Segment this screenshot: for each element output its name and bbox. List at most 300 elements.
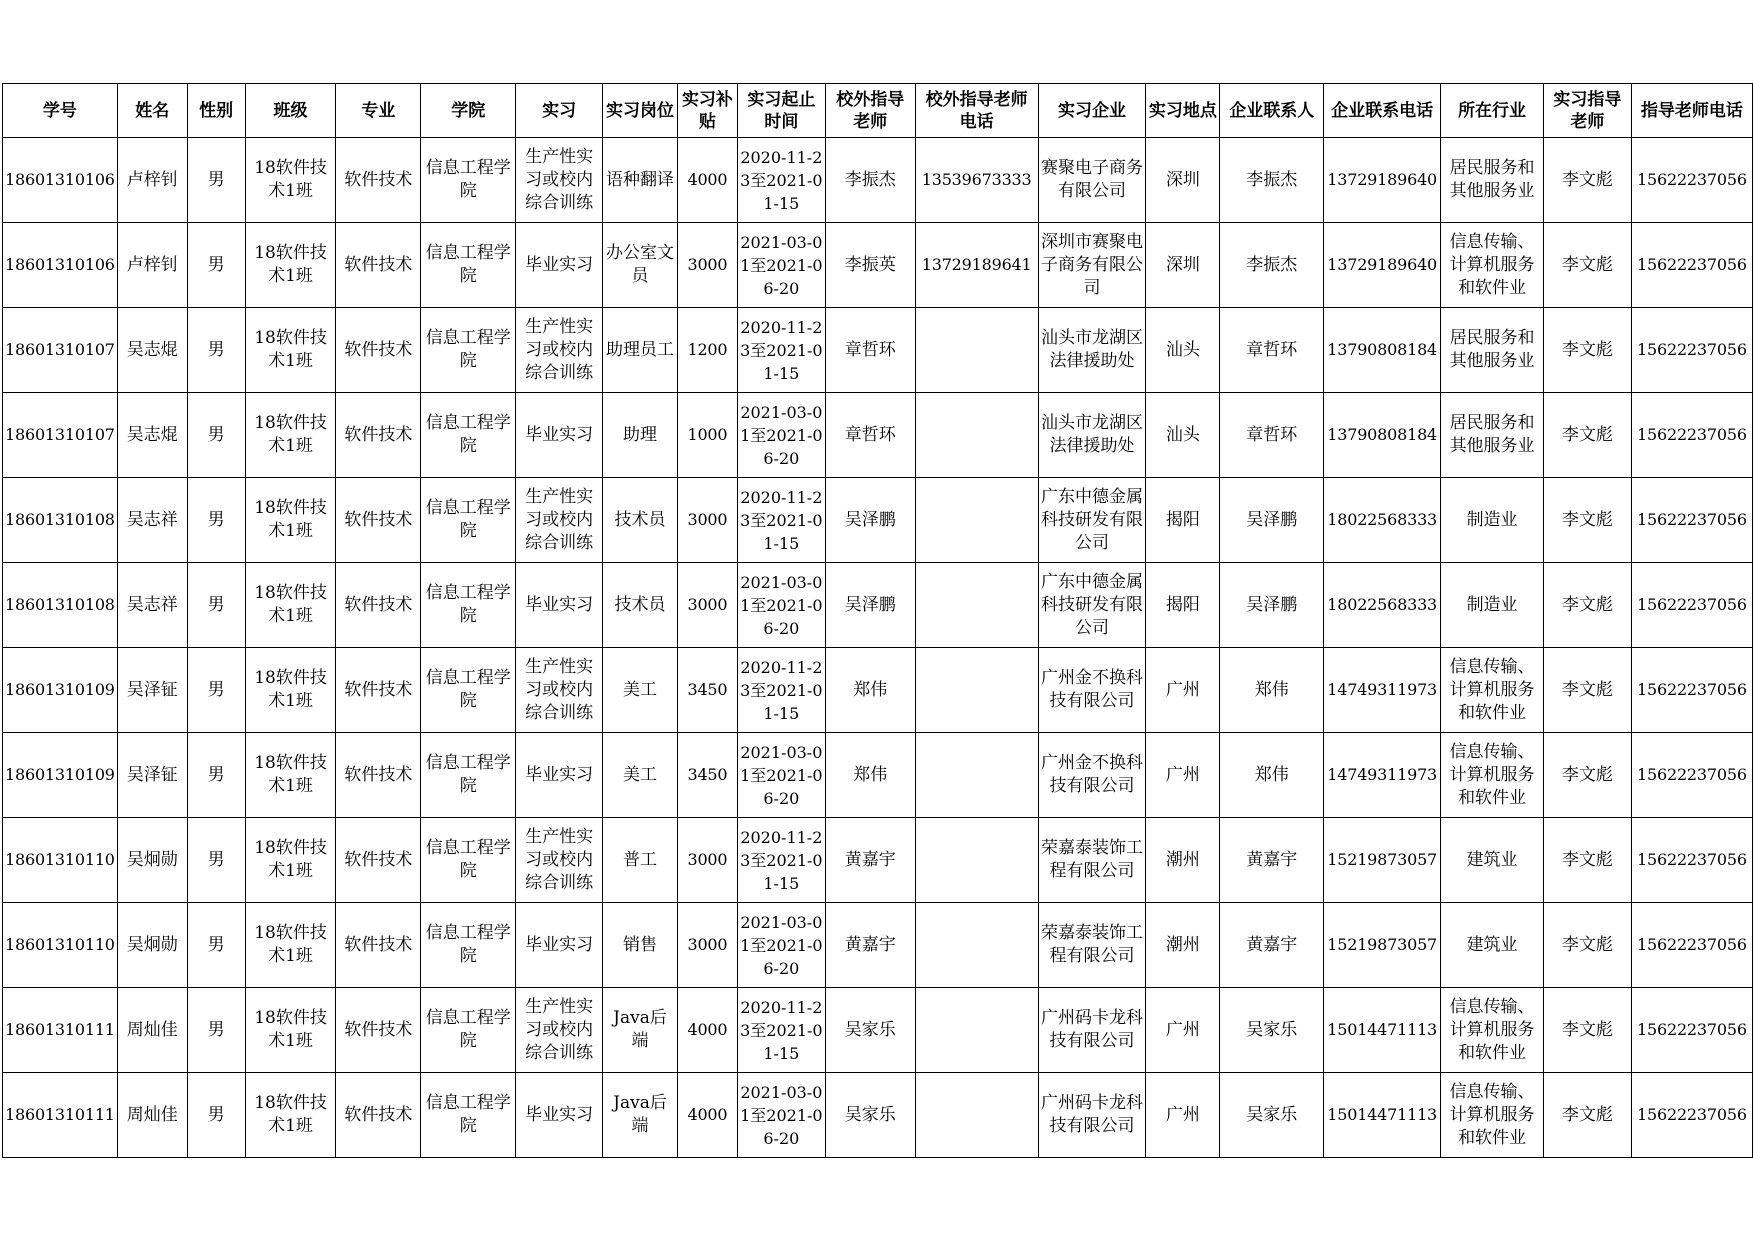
cell-external-tutor-phone: [915, 648, 1038, 733]
cell-company-contact-text: 黄嘉宇: [1246, 849, 1298, 870]
cell-tutor-text: 李文彪: [1561, 849, 1613, 870]
header-tutor-phone: 指导老师电话: [1631, 84, 1752, 138]
cell-subsidy-text: 1000: [687, 425, 728, 444]
cell-class-text: 18软件技术1班: [254, 753, 327, 796]
cell-tutor: [1544, 733, 1632, 818]
cell-internship-type: [516, 393, 603, 478]
cell-position: [603, 988, 678, 1073]
cell-external-tutor-text: 黄嘉宇: [844, 934, 896, 955]
cell-student-id-text: 18601310106: [5, 255, 115, 274]
cell-external-tutor: [825, 1073, 915, 1158]
cell-company-text: 汕头市龙湖区法律援助处: [1041, 328, 1144, 371]
cell-external-tutor-phone: [915, 138, 1038, 223]
table-row: [3, 138, 1753, 223]
cell-location-text: 深圳: [1165, 169, 1200, 190]
cell-industry-text: 居民服务和其他服务业: [1449, 413, 1535, 456]
cell-class-text: 18软件技术1班: [254, 668, 327, 711]
cell-subsidy: [677, 393, 737, 478]
cell-company-phone-text: 18022568333: [1327, 595, 1438, 614]
cell-internship-type-text: 毕业实习: [525, 594, 594, 615]
cell-position-text: Java后端: [613, 1093, 667, 1136]
cell-name: [117, 223, 187, 308]
cell-college-text: 信息工程学院: [425, 1093, 511, 1136]
cell-industry-text: 建筑业: [1466, 934, 1518, 955]
cell-tutor: [1544, 138, 1632, 223]
cell-internship-type-text: 毕业实习: [525, 424, 594, 445]
cell-college: [421, 648, 516, 733]
cell-name-text: 吴志祥: [126, 509, 178, 530]
cell-internship-type: [516, 648, 603, 733]
cell-student-id: [3, 393, 118, 478]
cell-period-text: 2021-03-01至2021-06-20: [740, 912, 823, 978]
cell-class-text: 18软件技术1班: [254, 413, 327, 456]
cell-tutor-text: 李文彪: [1561, 1104, 1613, 1125]
cell-subsidy: [677, 563, 737, 648]
cell-company-contact-text: 李振杰: [1246, 169, 1298, 190]
cell-period: [737, 223, 825, 308]
cell-industry: [1441, 1073, 1544, 1158]
cell-subsidy: [677, 648, 737, 733]
cell-subsidy-text: 4000: [687, 1020, 728, 1039]
cell-company-contact-text: 吴泽鹏: [1246, 509, 1298, 530]
cell-class-text: 18软件技术1班: [254, 498, 327, 541]
cell-name-text: 吴志焜: [126, 424, 178, 445]
cell-college-text: 信息工程学院: [425, 838, 511, 881]
cell-class: [245, 648, 336, 733]
cell-college: [421, 138, 516, 223]
cell-position: [603, 1073, 678, 1158]
cell-company-phone-text: 13729189640: [1327, 255, 1438, 274]
cell-gender: [187, 733, 245, 818]
cell-external-tutor-phone: [915, 1073, 1038, 1158]
cell-gender-text: 男: [207, 339, 225, 360]
cell-company-contact: [1220, 648, 1324, 733]
cell-gender: [187, 988, 245, 1073]
cell-tutor-text: 李文彪: [1561, 679, 1613, 700]
header-position: 实习岗位: [603, 84, 678, 138]
cell-external-tutor-text: 李振英: [844, 254, 896, 275]
cell-class-text: 18软件技术1班: [254, 328, 327, 371]
cell-external-tutor-text: 吴泽鹏: [844, 509, 896, 530]
cell-location: [1146, 393, 1220, 478]
cell-subsidy-text: 4000: [687, 170, 728, 189]
cell-location: [1146, 563, 1220, 648]
cell-subsidy: [677, 988, 737, 1073]
cell-major: [336, 308, 421, 393]
cell-location-text: 深圳: [1165, 254, 1200, 275]
internship-table: [2, 83, 1753, 1158]
cell-company-contact: [1220, 223, 1324, 308]
table-row: [3, 818, 1753, 903]
cell-position: [603, 733, 678, 818]
cell-major-text: 软件技术: [344, 509, 413, 530]
cell-company-contact-text: 章哲环: [1246, 424, 1298, 445]
cell-external-tutor-phone: [915, 818, 1038, 903]
cell-internship-type: [516, 988, 603, 1073]
cell-college-text: 信息工程学院: [425, 158, 511, 201]
cell-position: [603, 308, 678, 393]
cell-external-tutor-text: 郑伟: [853, 679, 888, 700]
table-row: [3, 988, 1753, 1073]
cell-subsidy-text: 4000: [687, 1105, 728, 1124]
cell-company-phone-text: 13790808184: [1327, 425, 1438, 444]
cell-tutor-phone: [1631, 818, 1752, 903]
table-row: [3, 393, 1753, 478]
cell-tutor-phone: [1631, 733, 1752, 818]
cell-college: [421, 818, 516, 903]
cell-external-tutor: [825, 478, 915, 563]
cell-period-text: 2021-03-01至2021-06-20: [740, 402, 823, 468]
cell-external-tutor-text: 吴家乐: [844, 1104, 896, 1125]
cell-internship-type-text: 生产性实习或校内综合训练: [525, 826, 594, 893]
cell-external-tutor-phone: [915, 563, 1038, 648]
cell-class: [245, 1073, 336, 1158]
cell-major: [336, 648, 421, 733]
header-college: 学院: [421, 84, 516, 138]
cell-position: [603, 223, 678, 308]
cell-class-text: 18软件技术1班: [254, 1093, 327, 1136]
cell-company-phone: [1324, 308, 1441, 393]
cell-period: [737, 988, 825, 1073]
cell-gender: [187, 818, 245, 903]
cell-internship-type-text: 毕业实习: [525, 934, 594, 955]
cell-student-id: [3, 818, 118, 903]
cell-company-contact-text: 郑伟: [1254, 679, 1289, 700]
cell-position: [603, 138, 678, 223]
cell-company-contact: [1220, 308, 1324, 393]
cell-period-text: 2021-03-01至2021-06-20: [740, 1082, 823, 1148]
cell-position-text: 助理员工: [605, 339, 674, 360]
cell-name-text: 周灿佳: [126, 1104, 178, 1125]
cell-student-id-text: 18601310106: [5, 170, 115, 189]
cell-location: [1146, 818, 1220, 903]
cell-external-tutor-phone: [915, 223, 1038, 308]
cell-location-text: 广州: [1165, 1104, 1200, 1125]
cell-gender: [187, 648, 245, 733]
cell-company-contact-text: 吴家乐: [1246, 1019, 1298, 1040]
cell-location-text: 汕头: [1165, 339, 1200, 360]
cell-external-tutor-text: 章哲环: [844, 339, 896, 360]
cell-company-phone: [1324, 563, 1441, 648]
cell-company: [1038, 988, 1146, 1073]
cell-industry-text: 信息传输、计算机服务和软件业: [1449, 231, 1535, 298]
cell-external-tutor-text: 章哲环: [844, 424, 896, 445]
cell-class-text: 18软件技术1班: [254, 1008, 327, 1051]
cell-subsidy-text: 3000: [687, 510, 728, 529]
header-external-tutor: 校外指导老师: [825, 84, 915, 138]
header-class: 班级: [245, 84, 336, 138]
header-location: 实习地点: [1146, 84, 1220, 138]
cell-industry: [1441, 308, 1544, 393]
cell-period-text: 2021-03-01至2021-06-20: [740, 232, 823, 298]
cell-company-phone-text: 15014471113: [1327, 1020, 1438, 1039]
cell-name-text: 吴泽钲: [126, 764, 178, 785]
cell-period-text: 2020-11-23至2021-01-15: [740, 147, 823, 213]
cell-class: [245, 223, 336, 308]
cell-industry-text: 信息传输、计算机服务和软件业: [1449, 1081, 1535, 1148]
cell-major-text: 软件技术: [344, 679, 413, 700]
cell-class: [245, 818, 336, 903]
cell-name-text: 吴炯勋: [126, 934, 178, 955]
cell-external-tutor-phone: [915, 988, 1038, 1073]
cell-student-id: [3, 308, 118, 393]
cell-company-text: 广州码卡龙科技有限公司: [1041, 1093, 1144, 1136]
cell-industry-text: 建筑业: [1466, 849, 1518, 870]
cell-industry: [1441, 478, 1544, 563]
cell-internship-type-text: 毕业实习: [525, 764, 594, 785]
table-row: [3, 308, 1753, 393]
header-gender: 性别: [187, 84, 245, 138]
cell-major: [336, 1073, 421, 1158]
cell-student-id: [3, 138, 118, 223]
cell-student-id-text: 18601310107: [5, 425, 115, 444]
cell-company: [1038, 818, 1146, 903]
cell-company-text: 深圳市赛聚电子商务有限公司: [1041, 231, 1144, 298]
cell-company-phone-text: 13790808184: [1327, 340, 1438, 359]
cell-gender-text: 男: [207, 764, 225, 785]
header-name: 姓名: [117, 84, 187, 138]
cell-company: [1038, 138, 1146, 223]
cell-period: [737, 648, 825, 733]
cell-location: [1146, 733, 1220, 818]
cell-major-text: 软件技术: [344, 1019, 413, 1040]
table-row: [3, 903, 1753, 988]
cell-major: [336, 818, 421, 903]
cell-student-id-text: 18601310110: [5, 850, 115, 869]
cell-company-text: 荣嘉泰装饰工程有限公司: [1041, 838, 1144, 881]
header-company: 实习企业: [1038, 84, 1146, 138]
cell-period-text: 2020-11-23至2021-01-15: [740, 487, 823, 553]
cell-tutor-phone-text: 15622237056: [1637, 935, 1747, 954]
cell-internship-type: [516, 138, 603, 223]
cell-name: [117, 138, 187, 223]
cell-class-text: 18软件技术1班: [254, 583, 327, 626]
cell-college-text: 信息工程学院: [425, 243, 511, 286]
header-tutor: 实习指导老师: [1544, 84, 1632, 138]
cell-student-id: [3, 733, 118, 818]
cell-external-tutor-phone: [915, 478, 1038, 563]
cell-college: [421, 563, 516, 648]
cell-tutor-phone: [1631, 223, 1752, 308]
cell-external-tutor-phone-text: 13539673333: [921, 170, 1032, 189]
cell-tutor-phone: [1631, 988, 1752, 1073]
cell-tutor: [1544, 1073, 1632, 1158]
cell-industry-text: 信息传输、计算机服务和软件业: [1449, 656, 1535, 723]
cell-tutor: [1544, 393, 1632, 478]
table-row: [3, 733, 1753, 818]
cell-company-contact: [1220, 393, 1324, 478]
cell-college-text: 信息工程学院: [425, 753, 511, 796]
cell-external-tutor: [825, 308, 915, 393]
cell-tutor-phone-text: 15622237056: [1637, 680, 1747, 699]
cell-company-contact: [1220, 818, 1324, 903]
cell-tutor-text: 李文彪: [1561, 594, 1613, 615]
cell-period: [737, 733, 825, 818]
cell-period-text: 2020-11-23至2021-01-15: [740, 317, 823, 383]
cell-internship-type: [516, 308, 603, 393]
cell-gender-text: 男: [207, 169, 225, 190]
header-period: 实习起止时间: [737, 84, 825, 138]
cell-tutor: [1544, 988, 1632, 1073]
cell-company: [1038, 393, 1146, 478]
cell-college: [421, 988, 516, 1073]
cell-position: [603, 478, 678, 563]
header-industry: 所在行业: [1441, 84, 1544, 138]
cell-class: [245, 563, 336, 648]
cell-position: [603, 648, 678, 733]
cell-position-text: 语种翻译: [605, 169, 674, 190]
cell-gender-text: 男: [207, 679, 225, 700]
cell-student-id-text: 18601310110: [5, 935, 115, 954]
cell-tutor-phone: [1631, 308, 1752, 393]
cell-external-tutor-phone-text: 13729189641: [921, 255, 1032, 274]
cell-internship-type-text: 毕业实习: [525, 254, 594, 275]
cell-tutor-phone: [1631, 563, 1752, 648]
cell-internship-type: [516, 223, 603, 308]
cell-college-text: 信息工程学院: [425, 1008, 511, 1051]
cell-company-contact-text: 李振杰: [1246, 254, 1298, 275]
cell-major: [336, 903, 421, 988]
cell-external-tutor: [825, 563, 915, 648]
cell-tutor-phone-text: 15622237056: [1637, 510, 1747, 529]
cell-period: [737, 818, 825, 903]
table-row: [3, 563, 1753, 648]
cell-industry: [1441, 903, 1544, 988]
cell-company-text: 广州码卡龙科技有限公司: [1041, 1008, 1144, 1051]
cell-industry-text: 信息传输、计算机服务和软件业: [1449, 996, 1535, 1063]
cell-subsidy-text: 3450: [687, 765, 728, 784]
cell-company-phone: [1324, 138, 1441, 223]
cell-period: [737, 478, 825, 563]
cell-tutor: [1544, 223, 1632, 308]
cell-period-text: 2020-11-23至2021-01-15: [740, 997, 823, 1063]
cell-position-text: 办公室文员: [605, 243, 674, 286]
cell-period: [737, 308, 825, 393]
cell-position: [603, 563, 678, 648]
table-row: [3, 478, 1753, 563]
cell-company: [1038, 563, 1146, 648]
table-row: [3, 223, 1753, 308]
cell-company: [1038, 478, 1146, 563]
cell-gender: [187, 1073, 245, 1158]
cell-external-tutor-text: 吴泽鹏: [844, 594, 896, 615]
cell-period: [737, 903, 825, 988]
cell-company-text: 荣嘉泰装饰工程有限公司: [1041, 923, 1144, 966]
cell-subsidy: [677, 818, 737, 903]
cell-position-text: 销售: [622, 934, 657, 955]
cell-industry: [1441, 138, 1544, 223]
cell-company-phone: [1324, 903, 1441, 988]
cell-college-text: 信息工程学院: [425, 583, 511, 626]
header-student-id: 学号: [3, 84, 118, 138]
cell-company-phone-text: 13729189640: [1327, 170, 1438, 189]
cell-position: [603, 393, 678, 478]
cell-tutor-phone-text: 15622237056: [1637, 1105, 1747, 1124]
cell-gender: [187, 223, 245, 308]
cell-internship-type: [516, 478, 603, 563]
cell-class: [245, 308, 336, 393]
cell-external-tutor-text: 郑伟: [853, 764, 888, 785]
cell-tutor-phone: [1631, 648, 1752, 733]
cell-class-text: 18软件技术1班: [254, 838, 327, 881]
cell-external-tutor-text: 黄嘉宇: [844, 849, 896, 870]
cell-subsidy: [677, 308, 737, 393]
cell-position-text: Java后端: [613, 1008, 667, 1051]
cell-company-phone: [1324, 478, 1441, 563]
cell-tutor-phone-text: 15622237056: [1637, 340, 1747, 359]
cell-student-id: [3, 478, 118, 563]
cell-company-phone: [1324, 393, 1441, 478]
cell-industry: [1441, 563, 1544, 648]
cell-student-id-text: 18601310111: [5, 1105, 115, 1124]
cell-location-text: 揭阳: [1165, 509, 1200, 530]
cell-college-text: 信息工程学院: [425, 668, 511, 711]
cell-gender: [187, 903, 245, 988]
cell-company: [1038, 648, 1146, 733]
cell-major-text: 软件技术: [344, 254, 413, 275]
cell-company-contact-text: 黄嘉宇: [1246, 934, 1298, 955]
cell-company-contact: [1220, 478, 1324, 563]
cell-subsidy: [677, 1073, 737, 1158]
cell-gender-text: 男: [207, 1104, 225, 1125]
cell-name-text: 吴炯勋: [126, 849, 178, 870]
cell-position-text: 普工: [622, 849, 657, 870]
cell-gender: [187, 563, 245, 648]
cell-internship-type: [516, 903, 603, 988]
cell-location-text: 广州: [1165, 764, 1200, 785]
cell-student-id: [3, 563, 118, 648]
cell-company-phone-text: 15219873057: [1327, 850, 1438, 869]
cell-external-tutor-text: 吴家乐: [844, 1019, 896, 1040]
cell-subsidy-text: 3000: [687, 595, 728, 614]
cell-major-text: 软件技术: [344, 594, 413, 615]
cell-tutor-phone-text: 15622237056: [1637, 850, 1747, 869]
cell-gender: [187, 308, 245, 393]
cell-name: [117, 308, 187, 393]
header-subsidy: 实习补贴: [677, 84, 737, 138]
cell-major-text: 软件技术: [344, 339, 413, 360]
cell-major: [336, 478, 421, 563]
cell-major: [336, 223, 421, 308]
cell-internship-type-text: 生产性实习或校内综合训练: [525, 146, 594, 213]
cell-student-id-text: 18601310111: [5, 1020, 115, 1039]
cell-tutor-phone-text: 15622237056: [1637, 1020, 1747, 1039]
cell-external-tutor-phone: [915, 733, 1038, 818]
cell-college: [421, 733, 516, 818]
cell-subsidy: [677, 478, 737, 563]
cell-tutor-phone: [1631, 478, 1752, 563]
cell-gender: [187, 138, 245, 223]
cell-student-id-text: 18601310109: [5, 765, 115, 784]
cell-major: [336, 138, 421, 223]
cell-company-phone-text: 18022568333: [1327, 510, 1438, 529]
cell-major-text: 软件技术: [344, 169, 413, 190]
cell-company-contact: [1220, 1073, 1324, 1158]
cell-position: [603, 903, 678, 988]
header-company-phone: 企业联系电话: [1324, 84, 1441, 138]
cell-major: [336, 563, 421, 648]
cell-subsidy-text: 3000: [687, 850, 728, 869]
cell-subsidy-text: 3000: [687, 935, 728, 954]
cell-company-phone-text: 14749311973: [1327, 765, 1438, 784]
table-row: [3, 648, 1753, 733]
cell-location: [1146, 903, 1220, 988]
cell-tutor-text: 李文彪: [1561, 169, 1613, 190]
cell-tutor-phone-text: 15622237056: [1637, 425, 1747, 444]
cell-subsidy: [677, 733, 737, 818]
cell-period: [737, 138, 825, 223]
cell-period: [737, 563, 825, 648]
